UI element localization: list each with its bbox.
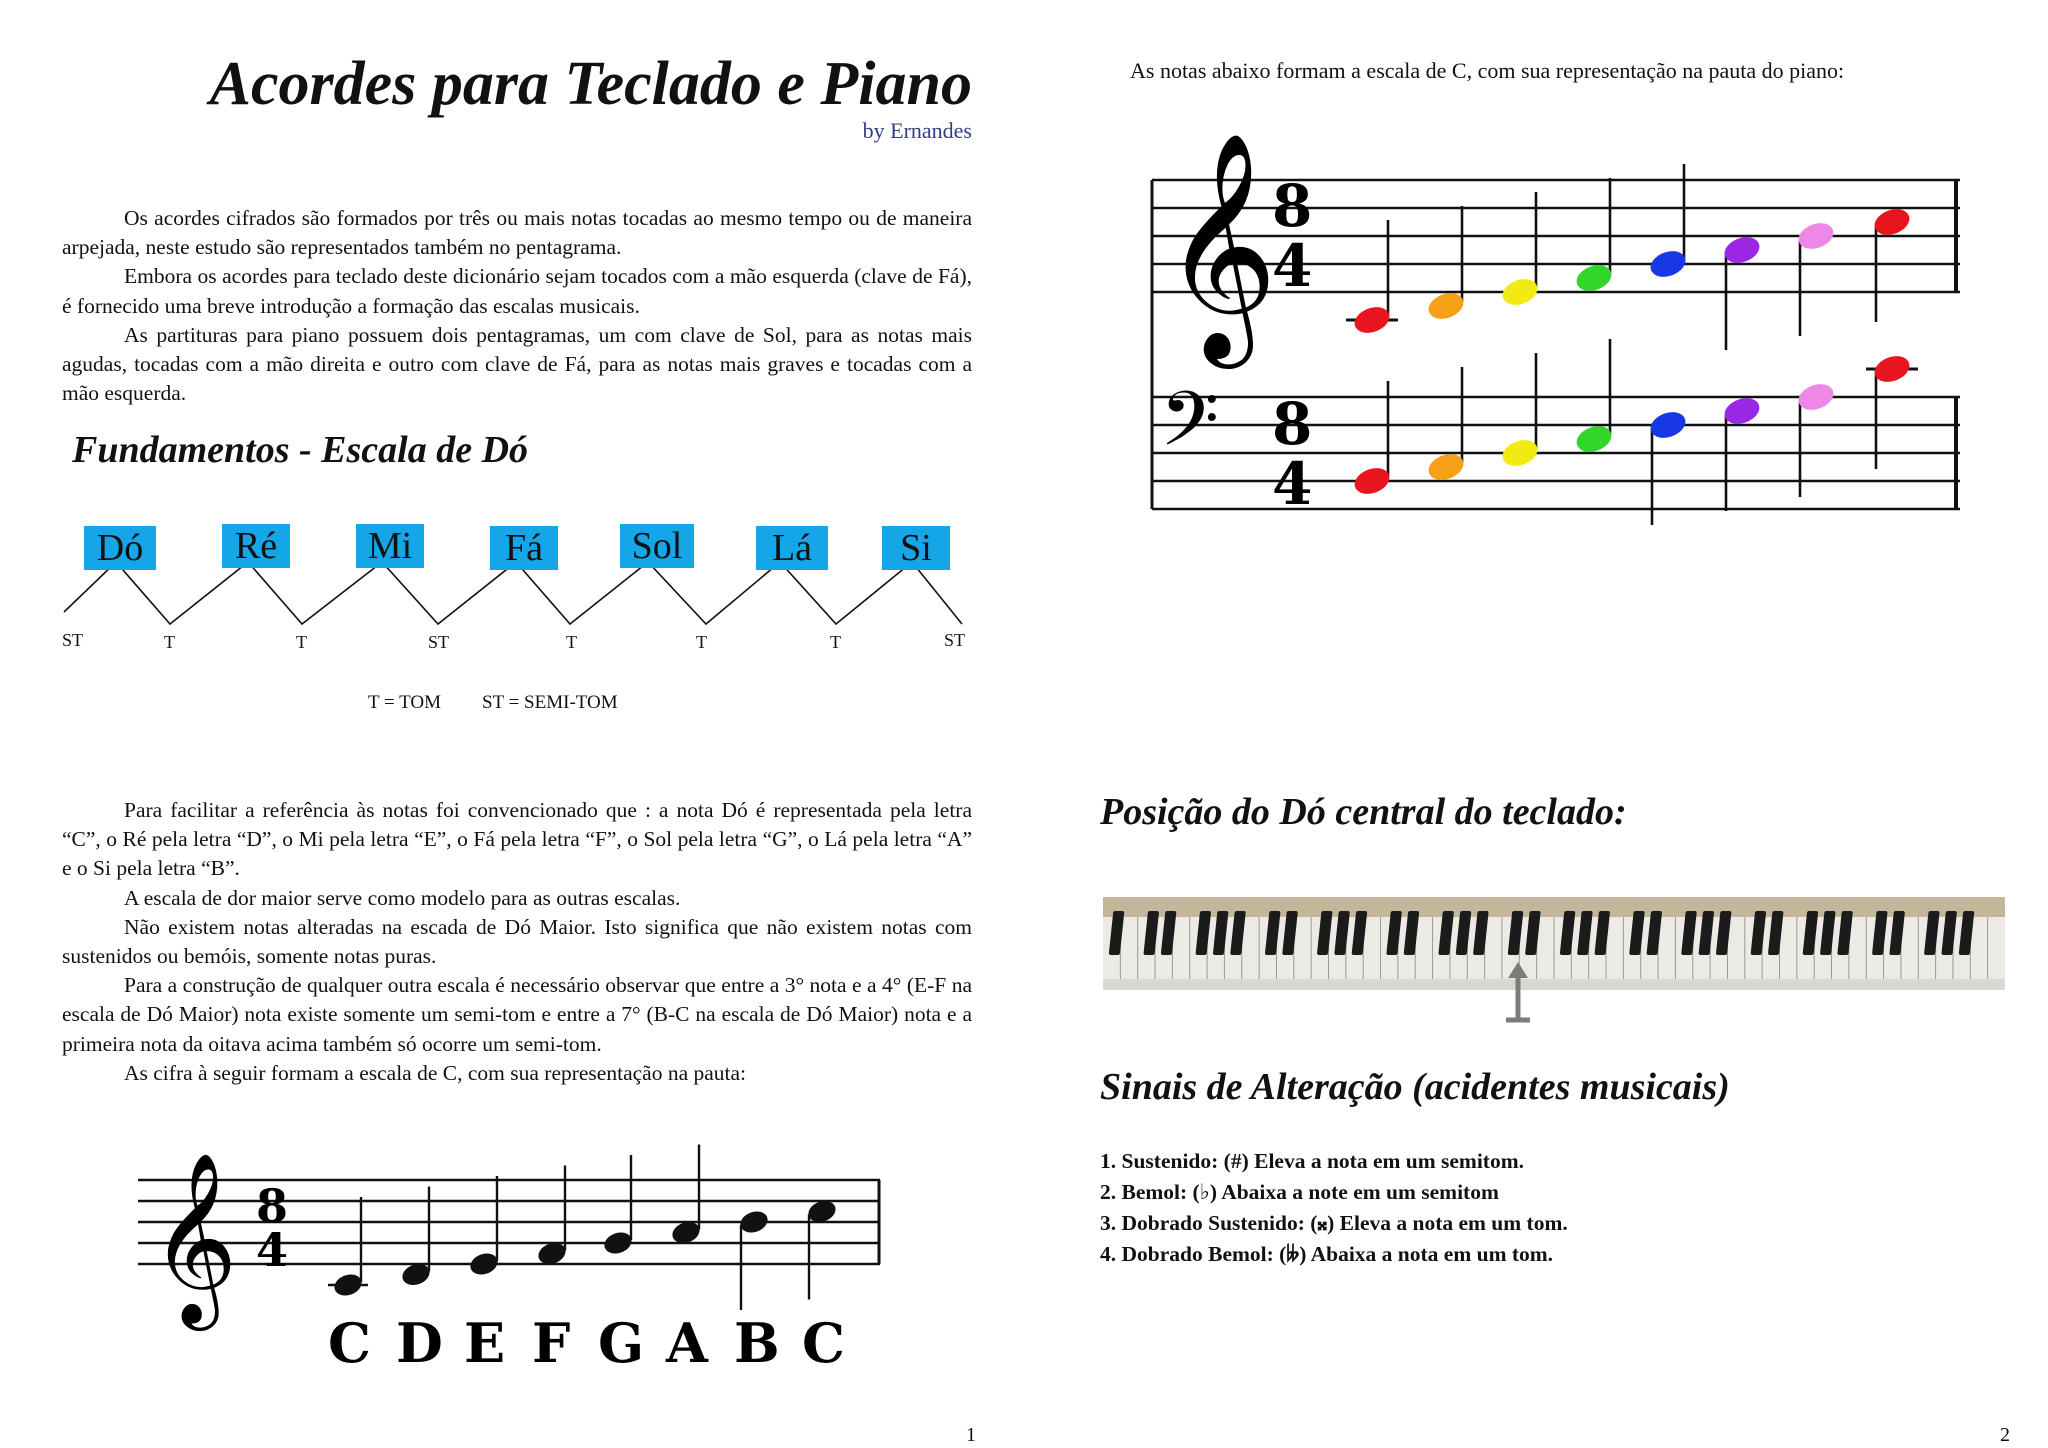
colored-note (1351, 381, 1393, 498)
time-signature-top: 8 (1272, 172, 1313, 240)
interval-label: T (696, 632, 707, 652)
treble-clef-icon: 𝄞 (1162, 131, 1278, 359)
note-letter: E (464, 1311, 506, 1375)
time-signature-bottom: 4 (1272, 450, 1313, 518)
time-signature-bottom: 4 (1272, 232, 1313, 300)
body-paragraph: Para a construção de qualquer outra escala é necessário observar que entre a 3° nota e a 4° (E-F na escala de Dó Maior) nota existe somente um semi-tom e entre a 7° (B-C na escala de Dó Maior) nota e a primeira nota da oitava acima também só ocorre um semi-tom. (62, 973, 972, 1056)
colored-note (1795, 380, 1837, 497)
page-number-right: 2 (2000, 1424, 2010, 1446)
page-number-left: 1 (966, 1424, 976, 1446)
note-re: Ré (222, 524, 290, 568)
intro-paragraph: Os acordes cifrados são formados por três ou mais notas tocadas ao mesmo tempo ou de maneira arpejada, neste estudo são representados também no pentagrama. (62, 206, 972, 260)
time-signature-bottom: 4 (256, 1223, 289, 1277)
body-paragraph: A escala de dor maior serve como modelo para as outras escalas. (124, 885, 681, 910)
colored-note (1499, 353, 1541, 470)
accidental-bemol: 2. Bemol: (♭) Abaixa a note em um semitom (1100, 1180, 1499, 1204)
colored-note (1647, 164, 1689, 281)
note-letter: G (598, 1311, 645, 1375)
interval-label: T (296, 632, 307, 652)
time-signature-top: 8 (256, 1179, 289, 1233)
author-byline: by Ernandes (862, 118, 972, 143)
intro-paragraph: As partituras para piano possuem dois pentagramas, um com clave de Sol, para as notas mais agudas, tocadas com a mão direita e outro com clave de Fá, para as notas mais graves e tocadas com a mão esquerda. (62, 322, 972, 406)
body-paragraph: As cifra à seguir formam a escala de C, com sua representação na pauta: (124, 1060, 747, 1085)
colored-note (1346, 220, 1398, 337)
interval-label: T (164, 632, 175, 652)
colored-bass-notes (1351, 339, 1918, 525)
note-letter: D (396, 1311, 443, 1375)
sinais-heading: Sinais de Alteração (acidentes musicais) (1100, 1066, 1730, 1108)
note-mi: Mi (356, 524, 424, 568)
document-title: Acordes para Teclado e Piano (209, 50, 972, 118)
accidentals-list (1100, 1146, 2000, 1270)
note-fa: Fá (490, 526, 558, 570)
interval-label: ST (62, 630, 84, 650)
interval-label: T (566, 632, 577, 652)
colored-treble-notes (1346, 164, 1913, 350)
colored-note (1866, 352, 1918, 469)
interval-label: T (830, 632, 841, 652)
keyboard-photo (1103, 897, 2005, 990)
colored-note (1647, 408, 1689, 525)
middle-c-arrow-icon (1500, 962, 1540, 1028)
note-letter: A (666, 1311, 708, 1375)
treble-clef-icon: 𝄞 (150, 1151, 238, 1323)
colored-note (1795, 219, 1837, 336)
accidental-sustenido: 1. Sustenido: (#) Eleva a nota em um semitom. (1100, 1149, 1525, 1173)
body-paragraph: Para facilitar a referência às notas foi convencionado que : a nota Dó é representada pela letra “C”, o Ré pela letra “D”, o Mi pela letra “E”, o Fá pela letra “F”, o Sol pela letra “G”, o Lá pela letra “A” e o Si pela letra “B”. (62, 798, 972, 881)
note-si: Si (882, 526, 950, 570)
legend-tom: T = TOM (368, 692, 442, 713)
accidental-dobrado-sustenido: 3. Dobrado Sustenido: (𝄪) Eleva a nota em um tom. (1100, 1211, 1568, 1235)
legend-semitom: ST = SEMI-TOM (482, 692, 618, 713)
posicao-heading: Posição do Dó central do teclado: (1100, 791, 1627, 833)
colored-note (1499, 192, 1541, 309)
grand-staff-caption: As notas abaixo formam a escala de C, com sua representação na pauta do piano: (1130, 58, 1845, 83)
interval-label: ST (428, 632, 450, 652)
note-do: Dó (84, 526, 156, 570)
note-letter: C (802, 1311, 845, 1375)
note-letter: C (328, 1311, 371, 1375)
fundamentos-heading: Fundamentos - Escala de Dó (72, 429, 529, 471)
interval-label: ST (944, 630, 966, 650)
note-la: Lá (756, 526, 828, 570)
note-letter: F (532, 1311, 571, 1375)
accidental-dobrado-bemol: 4. Dobrado Bemol: (𝄫) Abaixa a nota em um tom. (1100, 1242, 1554, 1266)
intro-paragraph: Embora os acordes para teclado deste dicionário sejam tocados com a mão esquerda (clave de Fá), é fornecido uma breve introdução a formação das escalas musicais. (62, 264, 972, 318)
bass-clef-icon: 𝄢 (1160, 375, 1220, 482)
time-signature-top: 8 (1272, 390, 1313, 458)
note-letter: B (734, 1311, 780, 1375)
piano-keyboard (1103, 897, 2005, 990)
note-sol: Sol (620, 524, 694, 568)
body-paragraph: Não existem notas alteradas na escada de Dó Maior. Isto significa que não existem notas com sustenidos ou bemóis, somente notas puras. (62, 914, 972, 969)
